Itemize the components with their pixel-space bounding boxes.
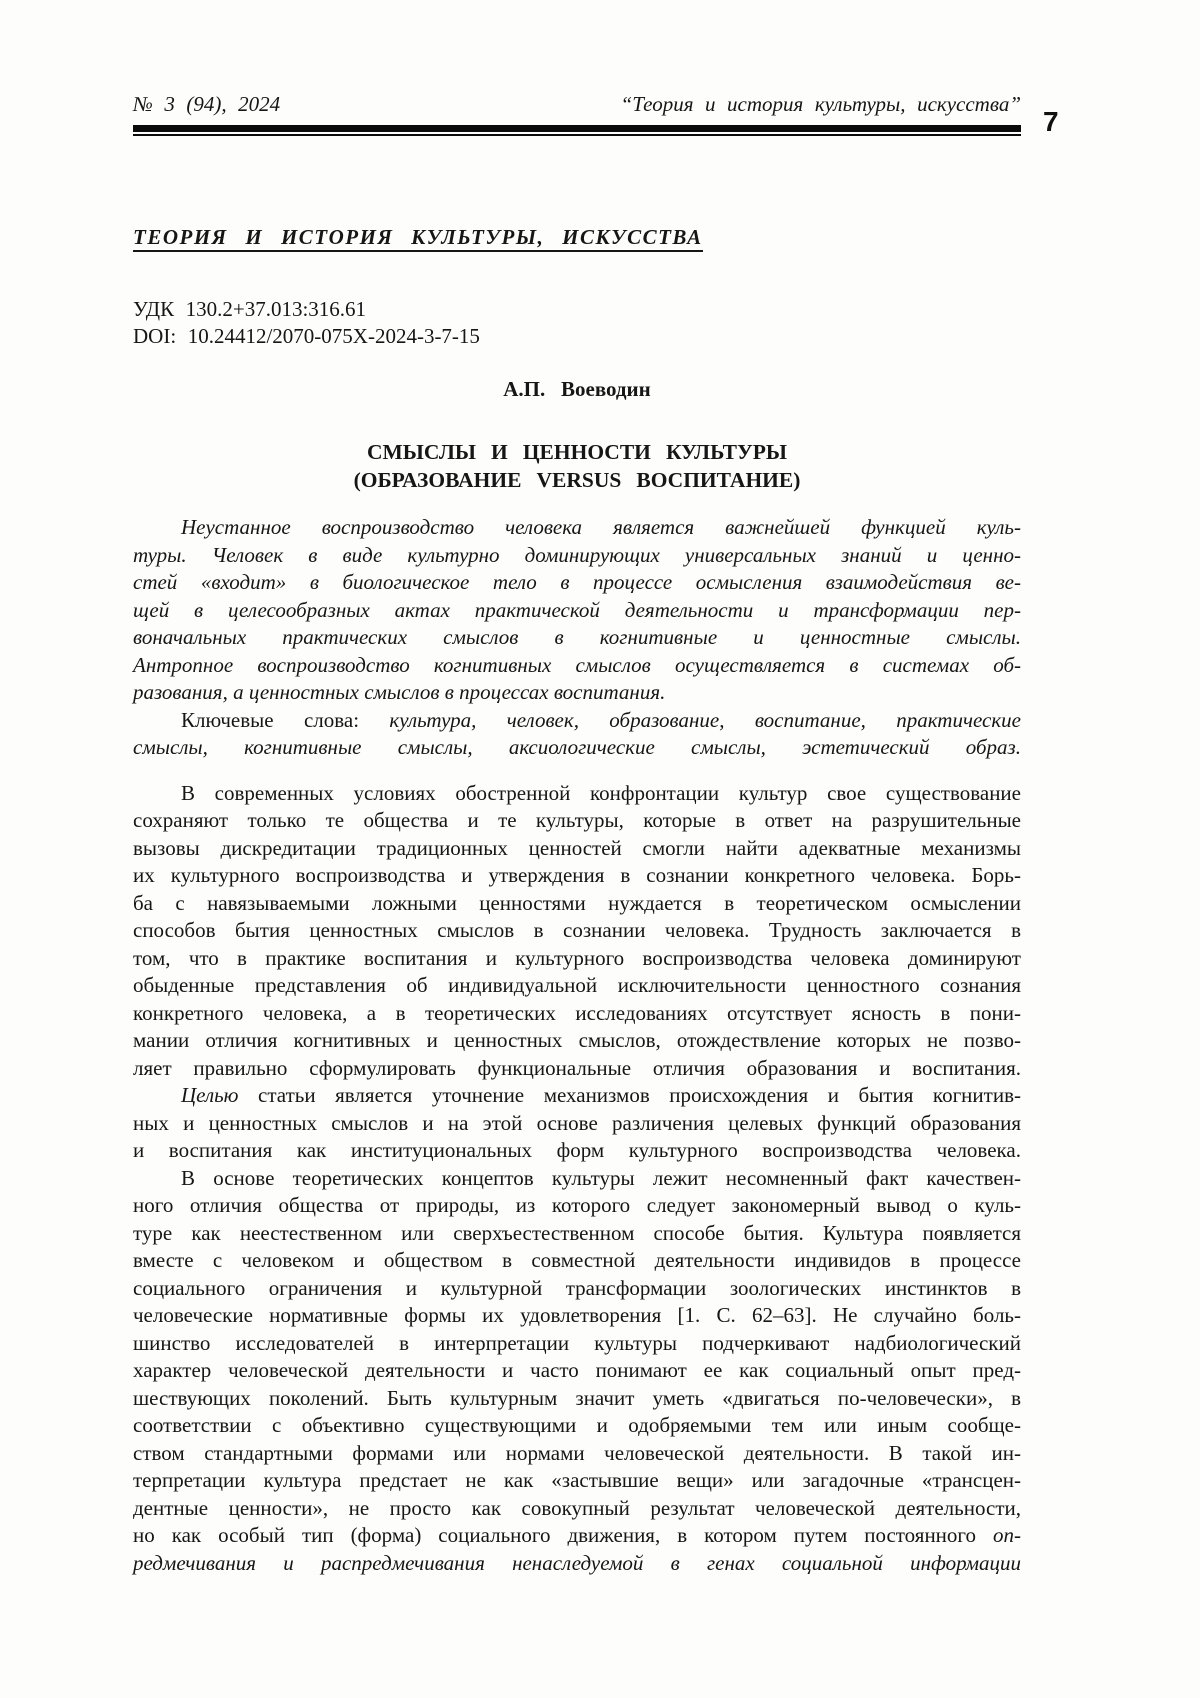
text-line: [133, 679, 1021, 707]
content-column: [133, 0, 1021, 1577]
text-line: [133, 1220, 1021, 1248]
text-line: [133, 1082, 1021, 1110]
text-segment: сохраняют только те общества и те культуры, которые в ответ на разрушительные: [133, 808, 1021, 832]
text-segment: разования, а ценностных смыслов в процессах воспитания.: [133, 680, 666, 704]
text-segment: шествующих поколений. Быть культурным значит уметь «двигаться по-человечески», в: [133, 1385, 1021, 1410]
running-header: [133, 92, 1021, 116]
text-segment: щей в целесообразных актах практической деятельности и трансформации пер-: [133, 597, 1021, 622]
text-line: [133, 1192, 1021, 1220]
abstract: [133, 514, 1021, 707]
text-line: [133, 542, 1021, 570]
page-number: 7: [1043, 106, 1059, 137]
text-segment: социального ограничения и культурной трансформации зоологических инстинктов в: [133, 1275, 1021, 1300]
body-paragraph-1: [133, 780, 1021, 1083]
text-segment: мании отличия когнитивных и ценностных смыслов, отождествление которых не позво-: [133, 1028, 1021, 1052]
text-line: [133, 1165, 1021, 1193]
header-rule-thick: [133, 125, 1021, 132]
text-segment: Ключевые слова:: [181, 707, 390, 732]
text-segment: редмечивания и распредмечивания ненаследуемой в генах социальной информации: [133, 1550, 1021, 1575]
text-line: [133, 1055, 1021, 1083]
text-segment: ляет правильно сформулировать функциональные отличия образования и воспитания.: [133, 1055, 1021, 1080]
udc-line: УДК 130.2+37.013:316.61: [133, 297, 367, 321]
text-line: [133, 945, 1021, 973]
text-line: [133, 1330, 1021, 1358]
text-segment: ных и ценностных смыслов и на этой основе различения целевых функций образования: [133, 1110, 1021, 1135]
text-line: [133, 1110, 1021, 1138]
text-segment: обыденные представления об индивидуальной исключительности ценностного сознания: [133, 973, 1021, 997]
text-line: [133, 835, 1021, 863]
text-segment: характер человеческой деятельности и часто понимают ее как социальный опыт пред-: [133, 1358, 1021, 1382]
text-line: [133, 1385, 1021, 1413]
text-segment: туры. Человек в виде культурно доминирующих универсальных знаний и ценно-: [133, 542, 1021, 567]
text-line: [133, 652, 1021, 680]
text-line: [133, 890, 1021, 918]
header-journal-title: “Теория и история культуры, искусства”: [620, 92, 1021, 116]
text-segment: конкретного человека, а в теоретических исследованиях отсутствует ясность в пони-: [133, 1000, 1021, 1025]
text-line: [133, 734, 1021, 762]
text-line: [133, 1440, 1021, 1468]
author-name: А.П. Воеводин: [503, 377, 651, 401]
text-line: [133, 1027, 1021, 1055]
text-segment: Антропное воспроизводство когнитивных смыслов осуществляется в системах об-: [133, 652, 1021, 677]
text-segment: шинство исследователей в интерпретации культуры подчеркивают надбиологический: [133, 1330, 1021, 1355]
section-heading-text: ТЕОРИЯ И ИСТОРИЯ КУЛЬТУРЫ, ИСКУССТВА: [133, 225, 703, 252]
body-text: [133, 780, 1021, 1578]
text-segment: Целью: [181, 1083, 239, 1107]
text-segment: но как особый тип (форма) социального движения, в котором путем постоянного: [133, 1523, 993, 1547]
text-line: [133, 780, 1021, 808]
text-line: [133, 972, 1021, 1000]
text-segment: терпретации культура предстает не как «застывшие вещи» или загадочные «трансцен-: [133, 1468, 1021, 1492]
text-segment: соответствии с объективно существующими и одобряемыми тем или иным сообще-: [133, 1413, 1021, 1437]
text-line: [133, 514, 1021, 542]
text-segment: ного отличия общества от природы, из которого следует закономерный вывод о куль-: [133, 1193, 1021, 1217]
text-segment: и воспитания как институциональных форм культурного воспроизводства человека.: [133, 1138, 1021, 1162]
text-line: [133, 862, 1021, 890]
text-segment: дентные ценности», не просто как совокупный результат человеческой деятельности,: [133, 1495, 1021, 1520]
text-line: [133, 597, 1021, 625]
body-paragraph-3: [133, 1165, 1021, 1578]
text-line: [133, 1357, 1021, 1385]
text-line: [133, 807, 1021, 835]
text-segment: В основе теоретических концептов культуры лежит несомненный факт качествен-: [181, 1165, 1021, 1190]
text-segment: человеческие нормативные формы их удовлетворения [1. С. 62–63]. Не случайно боль-: [133, 1303, 1021, 1327]
text-segment: туре как неестественном или сверхъестественном способе бытия. Культура появляется: [133, 1220, 1021, 1245]
text-line: [133, 707, 1021, 735]
text-segment: смыслы, когнитивные смыслы, аксиологические смыслы, эстетический образ.: [133, 735, 1021, 759]
text-line: [133, 1550, 1021, 1578]
body-paragraph-2: [133, 1082, 1021, 1165]
text-line: [133, 1302, 1021, 1330]
text-line: [133, 624, 1021, 652]
text-segment: В современных условиях обостренной конфронтации культур свое существование: [181, 780, 1021, 805]
text-line: [133, 1495, 1021, 1523]
section-heading: [133, 224, 1021, 250]
text-line: [133, 917, 1021, 945]
text-segment: том, что в практике воспитания и культурного воспроизводства человека доминируют: [133, 945, 1021, 970]
doi-line: DOI: 10.24412/2070-075X-2024-3-7-15: [133, 324, 480, 348]
text-line: [133, 1137, 1021, 1165]
article-title-line1: СМЫСЛЫ И ЦЕННОСТИ КУЛЬТУРЫ: [366, 440, 788, 464]
text-segment: ба с навязываемыми ложными ценностями нуждается в теоретическом осмыслении: [133, 890, 1021, 915]
text-line: [133, 1412, 1021, 1440]
text-segment: ством стандартными формами или нормами человеческой деятельности. В такой ин-: [133, 1440, 1021, 1465]
article-title: [133, 438, 1021, 494]
header-rule-thin: [133, 134, 1021, 136]
text-line: [133, 1522, 1021, 1550]
text-segment: вместе с человеком и обществом в совместной деятельности индивидов в процессе: [133, 1248, 1021, 1272]
text-line: [133, 1275, 1021, 1303]
text-segment: стей «входит» в биологическое тело в процессе осмысления взаимодействия ве-: [133, 570, 1021, 594]
text-segment: Неустанное воспроизводство человека является важнейшей функцией куль-: [181, 515, 1021, 539]
text-segment: воначальных практических смыслов в когнитивные и ценностные смыслы.: [133, 625, 1021, 649]
text-segment: способов бытия ценностных смыслов в сознании человека. Трудность заключается в: [133, 918, 1021, 942]
text-line: [133, 1467, 1021, 1495]
text-segment: их культурного воспроизводства и утверждения в сознании конкретного человека. Борь-: [133, 863, 1021, 887]
text-line: [133, 1000, 1021, 1028]
keywords: [133, 707, 1021, 762]
text-line: [133, 1247, 1021, 1275]
text-line: [133, 569, 1021, 597]
text-segment: вызовы дискредитации традиционных ценностей смогли найти адекватные механизмы: [133, 835, 1021, 860]
text-segment: культура, человек, образование, воспитание, практические: [389, 707, 1021, 732]
article-title-line2: (ОБРАЗОВАНИЕ VERSUS ВОСПИТАНИЕ): [353, 468, 801, 492]
text-segment: оп-: [993, 1523, 1021, 1547]
header-issue: № 3 (94), 2024: [133, 92, 281, 116]
text-segment: статьи является уточнение механизмов происхождения и бытия когнитив-: [238, 1083, 1021, 1107]
